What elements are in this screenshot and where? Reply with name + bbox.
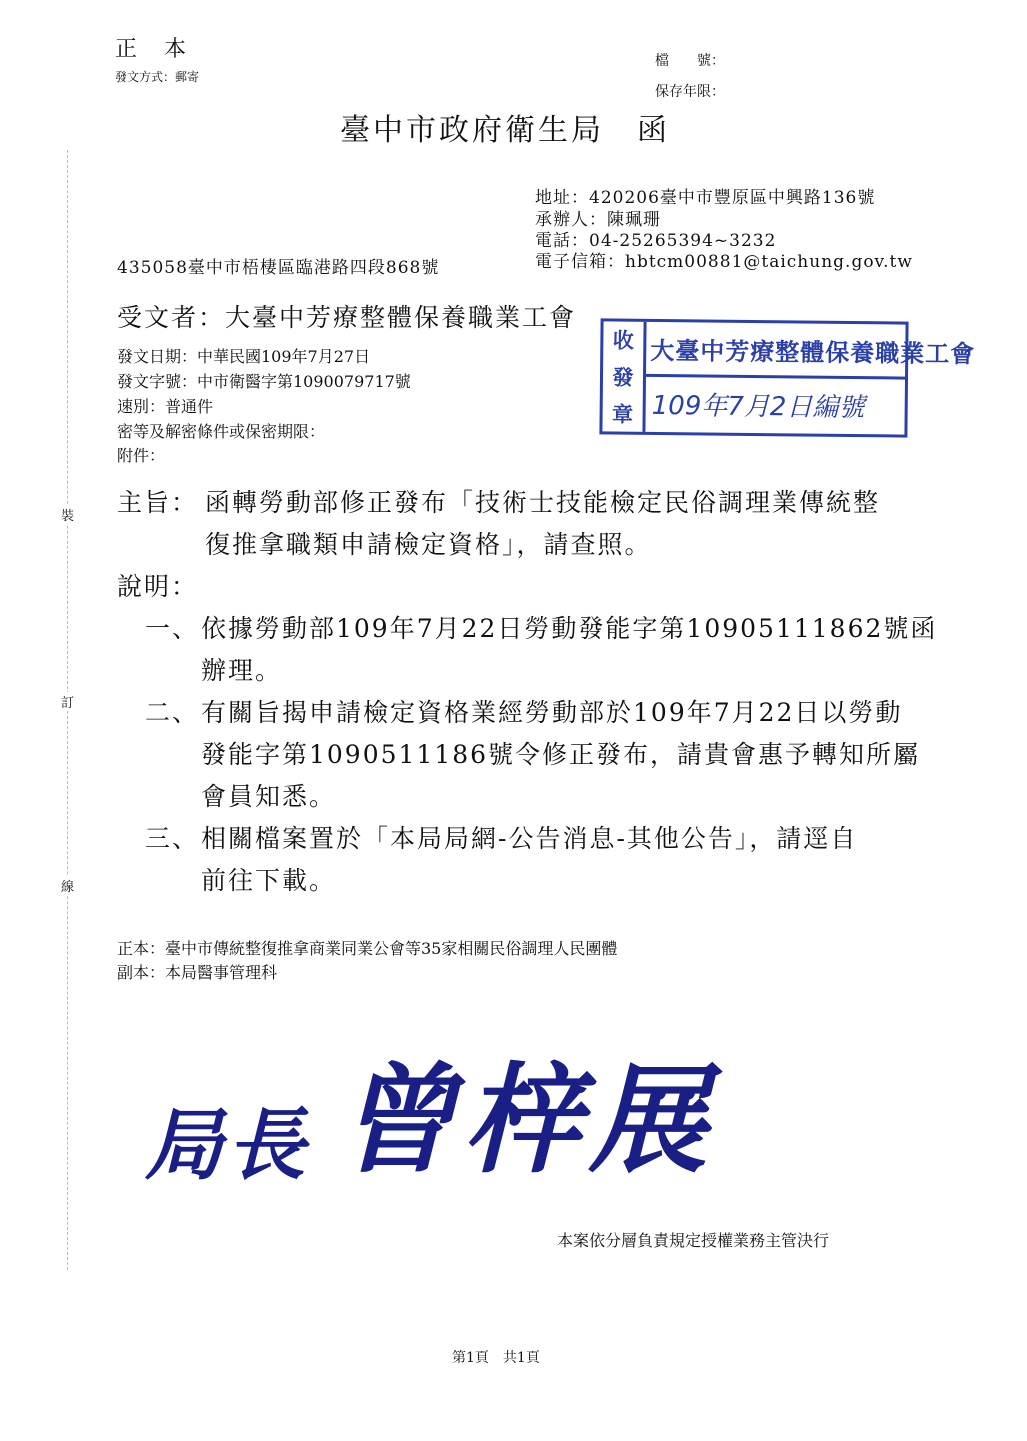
stamp-side — [602, 321, 646, 431]
item-line: 前往下載。 — [201, 866, 337, 895]
attachment: 附件： — [117, 446, 166, 465]
retention-period: 保存年限： — [655, 84, 725, 100]
signature-name: 曾梓展 — [337, 1051, 716, 1189]
item-line: 發能字第1090511186號令修正發布，請貴會惠予轉知所屬 — [201, 740, 921, 769]
item-number: 二、 — [145, 698, 200, 727]
file-number: 檔 號： — [655, 53, 725, 69]
stamp-char: 章 — [611, 401, 634, 427]
receipt-stamp — [599, 318, 976, 437]
subject-line: 函轉勞動部修正發布「技術士技能檢定民俗調理業傳統整 — [205, 488, 881, 517]
handler: 承辦人：陳珮珊 — [535, 210, 661, 230]
send-method: 發文方式：郵寄 — [115, 70, 200, 84]
binding-char-xian: 線 — [61, 876, 74, 895]
speed-category: 速別：普通件 — [117, 397, 214, 416]
stamp-date: 109年7月2日編號 — [651, 390, 865, 423]
original-recipients: 正本：臺中市傳統整復推拿商業同業公會等35家相關民俗調理人民團體 — [117, 939, 618, 958]
stamp-char: 發 — [612, 364, 634, 390]
issue-date: 發文日期：中華民國109年7月27日 — [117, 347, 371, 366]
authority-note: 本案依分層負責規定授權業務主管決行 — [557, 1231, 830, 1250]
explanation-label: 說明： — [117, 572, 199, 601]
document-number: 發文字號：中市衛醫字第1090079717號 — [117, 372, 411, 391]
sender-address: 地址：420206臺中市豐原區中興路136號 — [535, 188, 876, 208]
stamp-org: 大臺中芳療整體保養職業工會 — [646, 322, 906, 380]
stamp-char: 收 — [612, 327, 635, 354]
binding-char-zhuang: 裝 — [61, 505, 74, 524]
recipient-address: 435058臺中市梧棲區臨港路四段868號 — [117, 258, 440, 278]
binding-char-ding: 訂 — [61, 692, 74, 711]
copy-type: 正 本 — [115, 37, 196, 62]
item-line: 辦理。 — [201, 656, 283, 685]
secrecy-level: 密等及解密條件或保密期限： — [117, 422, 326, 441]
recipient: 受文者：大臺中芳療整體保養職業工會 — [117, 303, 577, 332]
item-line: 會員知悉。 — [201, 782, 337, 811]
item-line: 依據勞動部109年7月22日勞動發能字第10905111862號函 — [201, 614, 938, 643]
signature-title: 局長 — [145, 1101, 310, 1191]
duplicate-recipients: 副本：本局醫事管理科 — [117, 963, 278, 982]
item-number: 三、 — [145, 824, 200, 853]
subject-label: 主旨： — [117, 488, 199, 517]
email: 電子信箱：hbtcm00881@taichung.gov.tw — [535, 252, 913, 272]
document-title: 臺中市政府衛生局 函 — [340, 113, 670, 148]
item-line: 相關檔案置於「本局局網-公告消息-其他公告」，請逕自 — [201, 824, 858, 853]
page-indicator: 第1頁 共1頁 — [452, 1350, 540, 1366]
phone: 電話：04-25265394~3232 — [535, 231, 777, 251]
subject-line: 復推拿職類申請檢定資格」，請查照。 — [205, 530, 652, 559]
item-number: 一、 — [145, 614, 200, 643]
item-line: 有關旨揭申請檢定資格業經勞動部於109年7月22日以勞動 — [201, 698, 903, 727]
director-signature — [145, 1025, 715, 1195]
